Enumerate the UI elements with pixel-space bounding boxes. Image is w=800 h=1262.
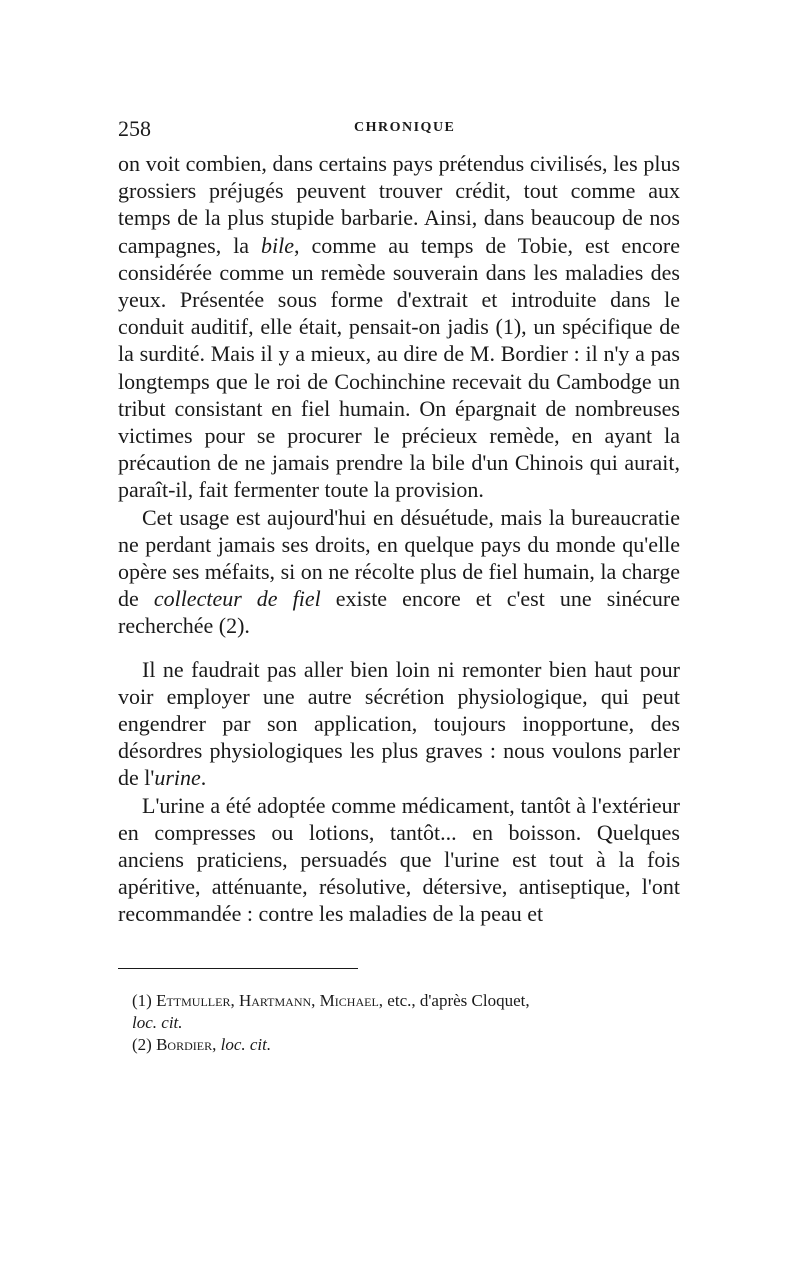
text-run: . [200, 765, 207, 791]
paragraph-1 [118, 150, 680, 504]
footnote-text: etc., d'après Cloquet, [383, 991, 530, 1010]
paragraph-2 [118, 504, 680, 640]
footnotes [118, 990, 680, 1056]
italic-term: urine [154, 765, 201, 791]
text-run: existe encore et c'est une sinécure recherchée (2). [118, 586, 680, 639]
footnote-reference: loc. cit. [132, 1013, 183, 1032]
footnote-number: (1) [132, 991, 152, 1010]
running-title: CHRONIQUE [354, 120, 456, 135]
footnote-reference: loc. cit. [220, 1035, 272, 1054]
footnote-authors: Ettmuller, Hartmann, Michael, [156, 991, 384, 1010]
body-text [118, 150, 680, 928]
paragraph-4: L'urine a été adoptée comme médicament, tantôt à l'extérieur en compresses ou lotions, tantôt... en boisson. Quelques anciens praticiens, persuadés que l'urine est tout à la fois apéritive, atténuante, résolutive, détersive, antiseptique, l'ont recommandée : contre les maladies de la peau et [118, 792, 680, 927]
paragraph-3 [118, 656, 680, 792]
page-number: 258 [118, 116, 151, 141]
italic-term: collecteur de fiel [153, 586, 321, 612]
italic-term: bile [261, 232, 295, 258]
footnote-rule [118, 968, 358, 969]
footnote-number: (2) [132, 1035, 152, 1054]
footnote-2 [118, 1034, 680, 1056]
running-head [118, 116, 678, 140]
footnote-authors: Bordier, [156, 1035, 217, 1054]
footnote-1 [118, 990, 680, 1034]
text-run: Cet usage est aujourd'hui en désuétude, mais la bureaucratie ne perdant jamais ses droits, en quelque pays du monde qu'elle opère ses méfaits, si on ne récolte plus de fiel humain, la charge de [118, 504, 680, 612]
text-run: Il ne faudrait pas aller bien loin ni remonter bien haut pour voir employer une autre sécrétion physiologique, qui peut engendrer par son application, toujours inopportune, des désordres physiologiques les plus graves : nous voulons parler de l' [118, 656, 680, 791]
text-run: , comme au temps de Tobie, est encore considérée comme un remède souverain dans les maladies des yeux. Présentée sous forme d'extrait et introduite dans le conduit auditif, elle était, pensait-on jadis (1), un spécifique de la surdité. Mais il y a mieux, au dire de M. Bordier : il n'y a pas longtemps que le roi de Cochinchine recevait du Cambodge un tribut consistant en fiel humain. On épargnait de nombreuses victimes pour se procurer le précieux remède, en ayant la précaution de ne jamais prendre la bile d'un Chinois qui aurait, paraît-il, fait fermenter toute la provision. [118, 232, 681, 503]
text-run: on voit combien, dans certains pays prétendus civilisés, les plus grossiers préjugés peuvent trouver crédit, tout comme aux temps de la plus stupide barbarie. Ainsi, dans beaucoup de nos campagnes, la [118, 151, 680, 258]
